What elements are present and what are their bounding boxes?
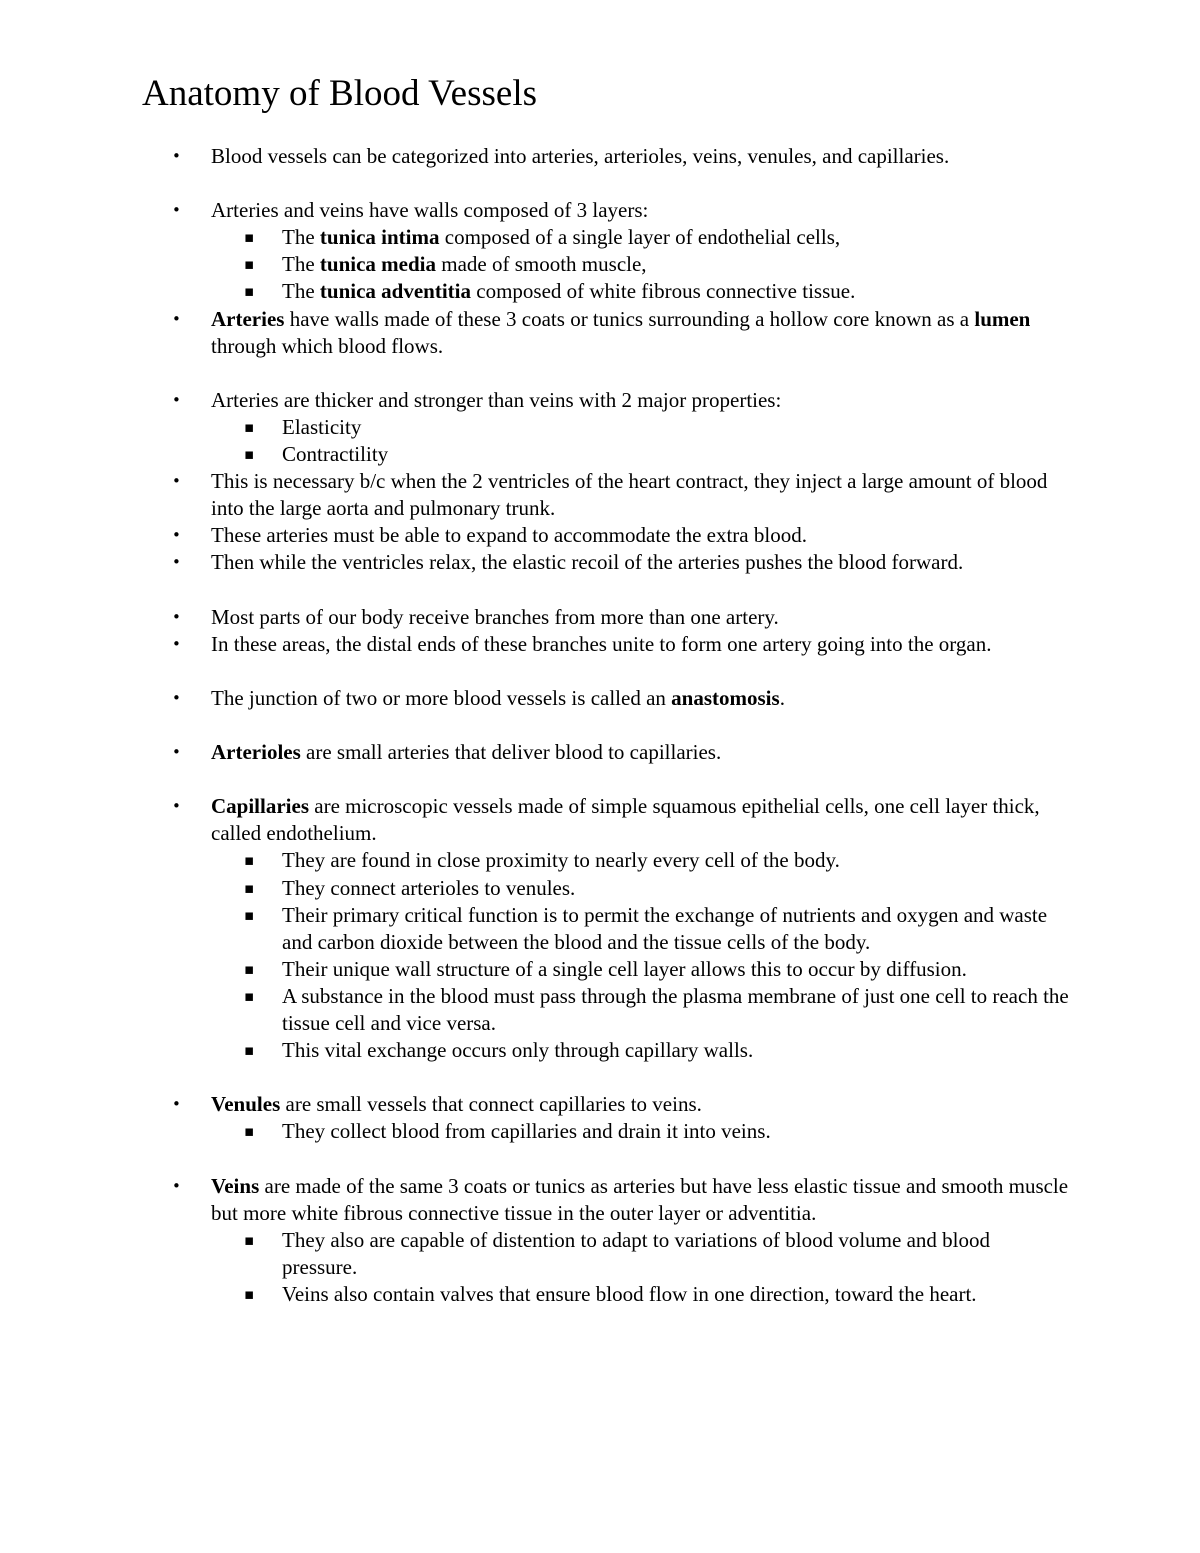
sub-list-item: ▪ Their unique wall structure of a single cell layer allows this to occur by diffusion. [0,956,1200,983]
sub-list-item: ▪ The tunica intima composed of a single layer of endothelial cells, [0,224,1200,251]
document-body [0,143,1200,1308]
list-item: • Venules are small vessels that connect capillaries to veins. [0,1091,1200,1118]
sub-list-item: ▪ Contractility [0,441,1200,468]
list-item: • In these areas, the distal ends of these branches unite to form one artery going into the organ. [0,631,1200,658]
list-item: • This is necessary b/c when the 2 ventricles of the heart contract, they inject a large amount of blood into the large aorta and pulmonary trunk. [0,468,1200,522]
page-title: Anatomy of Blood Vessels [142,73,538,114]
list-item: • Arterioles are small arteries that deliver blood to capillaries. [0,739,1200,766]
sub-list-item: ▪ They collect blood from capillaries and drain it into veins. [0,1118,1200,1145]
sub-list-item: ▪ Veins also contain valves that ensure blood flow in one direction, toward the heart. [0,1281,1200,1308]
sub-list-item: ▪ They are found in close proximity to nearly every cell of the body. [0,847,1200,874]
list-item: • These arteries must be able to expand to accommodate the extra blood. [0,522,1200,549]
sub-list-item: ▪ They also are capable of distention to adapt to variations of blood volume and blood pressure. [0,1227,1200,1281]
list-item: • Blood vessels can be categorized into arteries, arterioles, veins, venules, and capillaries. [0,143,1200,170]
sub-list-item: ▪ The tunica media made of smooth muscle, [0,251,1200,278]
sub-list-item: ▪ Elasticity [0,414,1200,441]
list-item: • Arteries and veins have walls composed of 3 layers: [0,197,1200,224]
sub-list-item: ▪ This vital exchange occurs only through capillary walls. [0,1037,1200,1064]
list-item: • Arteries are thicker and stronger than veins with 2 major properties: [0,387,1200,414]
list-item: • Then while the ventricles relax, the elastic recoil of the arteries pushes the blood forward. [0,549,1200,576]
list-item: • Arteries have walls made of these 3 coats or tunics surrounding a hollow core known as a lumen through which blood flows. [0,306,1200,360]
sub-list-item: ▪ A substance in the blood must pass through the plasma membrane of just one cell to reach the tissue cell and vice versa. [0,983,1200,1037]
list-item: • Veins are made of the same 3 coats or tunics as arteries but have less elastic tissue and smooth muscle but more white fibrous connective tissue in the outer layer or adventitia. [0,1173,1200,1227]
list-item: • The junction of two or more blood vessels is called an anastomosis. [0,685,1200,712]
list-item: • Most parts of our body receive branches from more than one artery. [0,604,1200,631]
list-item: • Capillaries are microscopic vessels made of simple squamous epithelial cells, one cell layer thick, called endothelium. [0,793,1200,847]
sub-list-item: ▪ The tunica adventitia composed of white fibrous connective tissue. [0,278,1200,305]
sub-list-item: ▪ They connect arterioles to venules. [0,875,1200,902]
sub-list-item: ▪ Their primary critical function is to permit the exchange of nutrients and oxygen and waste and carbon dioxide between the blood and the tissue cells of the body. [0,902,1200,956]
